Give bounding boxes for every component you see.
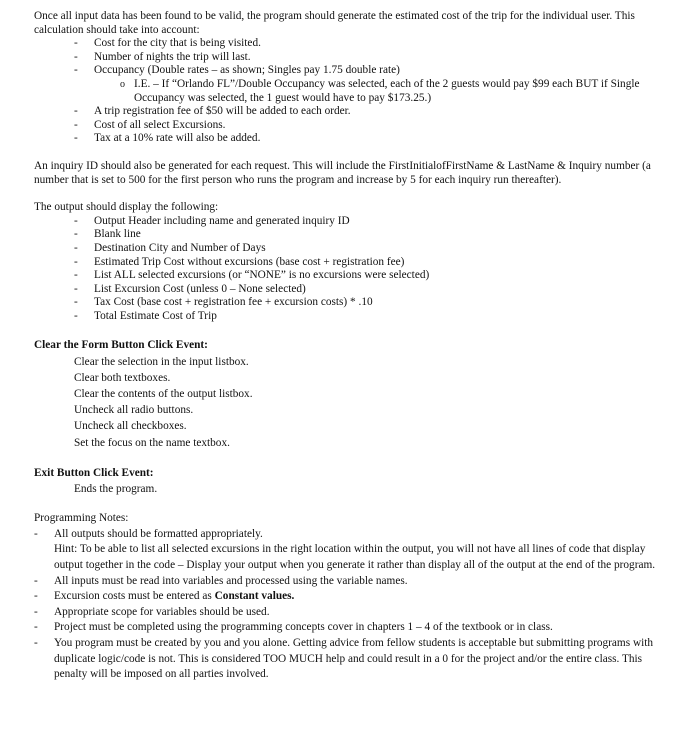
- clear-line: Clear the contents of the output listbox.: [74, 388, 253, 401]
- list-item: - Project must be completed using the programming concepts cover in chapters 1 – 4 of the textbook or in class.: [34, 620, 663, 636]
- clear-line: Uncheck all checkboxes.: [74, 420, 187, 433]
- list-item: - Number of nights the trip will last.: [74, 51, 663, 65]
- occupancy-text: Occupancy (Double rates – as shown; Singles pay 1.75 double rate): [94, 64, 400, 77]
- note-text: Excursion costs must be entered as: [54, 590, 215, 603]
- cost-factor-list: [34, 37, 663, 146]
- list-item: [34, 527, 663, 574]
- clear-line: Set the focus on the name textbox.: [74, 436, 230, 449]
- list-item: - List ALL selected excursions (or “NONE” is no excursions were selected): [74, 269, 663, 283]
- cost-intro: Once all input data has been found to be valid, the program should generate the estimated cost of the trip for the individual user. This calculation should take into account:: [34, 10, 635, 36]
- list-item: - Appropriate scope for variables should be used.: [34, 605, 663, 621]
- clear-line: Clear both textboxes.: [74, 371, 171, 384]
- occupancy-sublist: [94, 78, 663, 105]
- list-item: - Estimated Trip Cost without excursions (base cost + registration fee): [74, 256, 663, 270]
- cost-calculation-section: [34, 10, 663, 146]
- list-item: - Cost for the city that is being visited.: [74, 37, 663, 51]
- list-item: - Blank line: [74, 228, 663, 242]
- list-item: [74, 64, 663, 105]
- list-item: [34, 589, 663, 605]
- clear-heading: Clear the Form Button Click Event:: [34, 339, 208, 352]
- clear-line: Clear the selection in the input listbox.: [74, 355, 249, 368]
- list-item: - Output Header including name and generated inquiry ID: [74, 215, 663, 229]
- list-item: - Total Estimate Cost of Trip: [74, 310, 663, 324]
- list-item: - Destination City and Number of Days: [74, 242, 663, 256]
- programming-notes-section: [34, 511, 663, 683]
- exit-event-section: [34, 465, 663, 497]
- clear-event-section: [34, 337, 663, 450]
- list-item: - List Excursion Cost (unless 0 – None selected): [74, 283, 663, 297]
- output-list: [34, 215, 663, 324]
- note-text: All outputs should be formatted appropriately.: [54, 527, 263, 540]
- list-item: - A trip registration fee of $50 will be added to each order.: [74, 105, 663, 119]
- output-intro: The output should display the following:: [34, 201, 219, 214]
- note-bold-text: Constant values.: [214, 590, 295, 603]
- list-item: - Cost of all select Excursions.: [74, 119, 663, 133]
- clear-line: Uncheck all radio buttons.: [74, 404, 194, 417]
- inquiry-id-paragraph: An inquiry ID should also be generated for each request. This will include the FirstInitialofFirstName & LastName & Inquiry number (a number that is set to 500 for the first person who runs the program and increase by 5 for each inquiry run thereafter).: [34, 159, 651, 186]
- notes-list: [34, 527, 663, 683]
- list-item: - Tax at a 10% rate will also be added.: [74, 132, 663, 146]
- list-item: - You program must be created by you and you alone. Getting advice from fellow students is acceptable but submitting programs with duplicate logic/code is not. This is considered TOO MUCH help and could result in a 0 for the project and/or the entire class. This penalty will be imposed on all parties involved.: [34, 636, 663, 683]
- occupancy-example: o I.E. – If “Orlando FL”/Double Occupancy was selected, each of the 2 guests would pay $99 each BUT if Single Occupancy was selected, the 1 guest would have to pay $173.25.): [120, 78, 663, 105]
- exit-line: Ends the program.: [74, 483, 158, 496]
- notes-heading: Programming Notes:: [34, 512, 129, 525]
- list-item: - All inputs must be read into variables and processed using the variable names.: [34, 574, 663, 590]
- list-item: - Tax Cost (base cost + registration fee + excursion costs) * .10: [74, 296, 663, 310]
- exit-heading: Exit Button Click Event:: [34, 466, 154, 479]
- output-section: [34, 201, 663, 323]
- hint-text: Hint: To be able to list all selected excursions in the right location within the output, you will not have all lines of code that display output together in the code – Display your output when you generate it rather than display all of the output at the end of the program.: [54, 543, 656, 572]
